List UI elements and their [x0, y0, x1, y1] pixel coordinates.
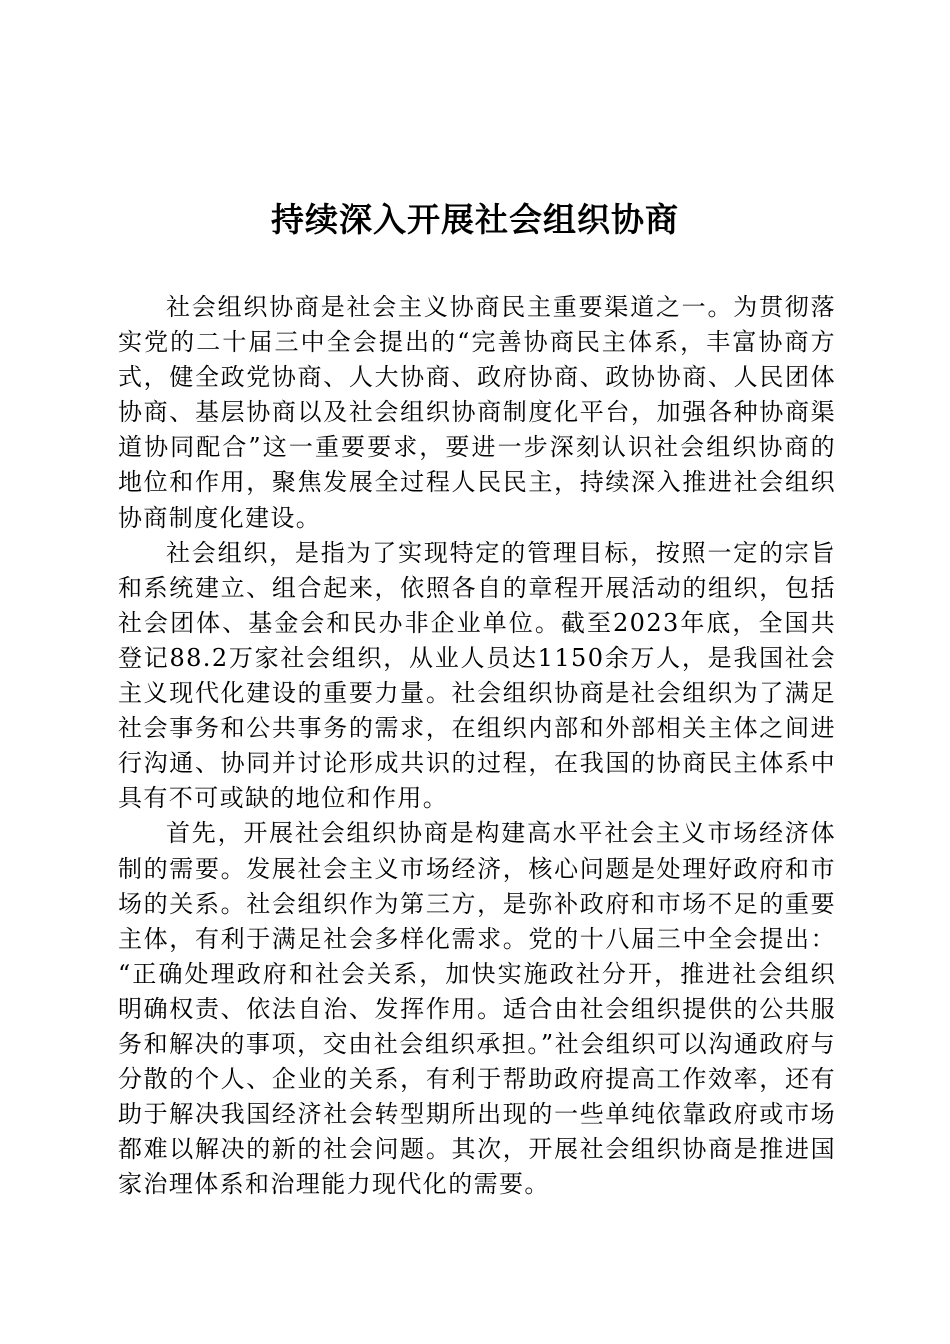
- paragraph-2: 社会组织，是指为了实现特定的管理目标，按照一定的宗旨和系统建立、组合起来，依照各自的章程开展活动的组织，包括社会团体、基金会和民办非企业单位。截至2023年底，全国共登记88.2万家社会组织，从业人员达1150余万人，是我国社会主义现代化建设的重要力量。社会组织协商是社会组织为了满足社会事务和公共事务的需求，在组织内部和外部相关主体之间进行沟通、协同并讨论形成共识的过程，在我国的协商民主体系中具有不可或缺的地位和作用。: [118, 538, 836, 813]
- paragraph-3: 首先，开展社会组织协商是构建高水平社会主义市场经济体制的需要。发展社会主义市场经济，核心问题是处理好政府和市场的关系。社会组织作为第三方，是弥补政府和市场不足的重要主体，有利于满足社会多样化需求。党的十八届三中全会提出：“正确处理政府和社会关系，加快实施政社分开，推进社会组织明确权责、依法自治、发挥作用。适合由社会组织提供的公共服务和解决的事项，交由社会组织承担。”社会组织可以沟通政府与分散的个人、企业的关系，有利于帮助政府提高工作效率，还有助于解决我国经济社会转型期所出现的一些单纯依靠政府或市场都难以解决的新的社会问题。其次，开展社会组织协商是推进国家治理体系和治理能力现代化的需要。: [118, 819, 836, 1199]
- page-title: 持续深入开展社会组织协商: [271, 200, 679, 239]
- article-body: [118, 290, 836, 1202]
- paragraph-1: 社会组织协商是社会主义协商民主重要渠道之一。为贯彻落实党的二十届三中全会提出的“完善协商民主体系，丰富协商方式，健全政党协商、人大协商、政府协商、政协协商、人民团体协商、基层协商以及社会组织协商制度化平台，加强各种协商渠道协同配合”这一重要要求，要进一步深刻认识社会组织协商的地位和作用，聚焦发展全过程人民民主，持续深入推进社会组织协商制度化建设。: [118, 293, 836, 532]
